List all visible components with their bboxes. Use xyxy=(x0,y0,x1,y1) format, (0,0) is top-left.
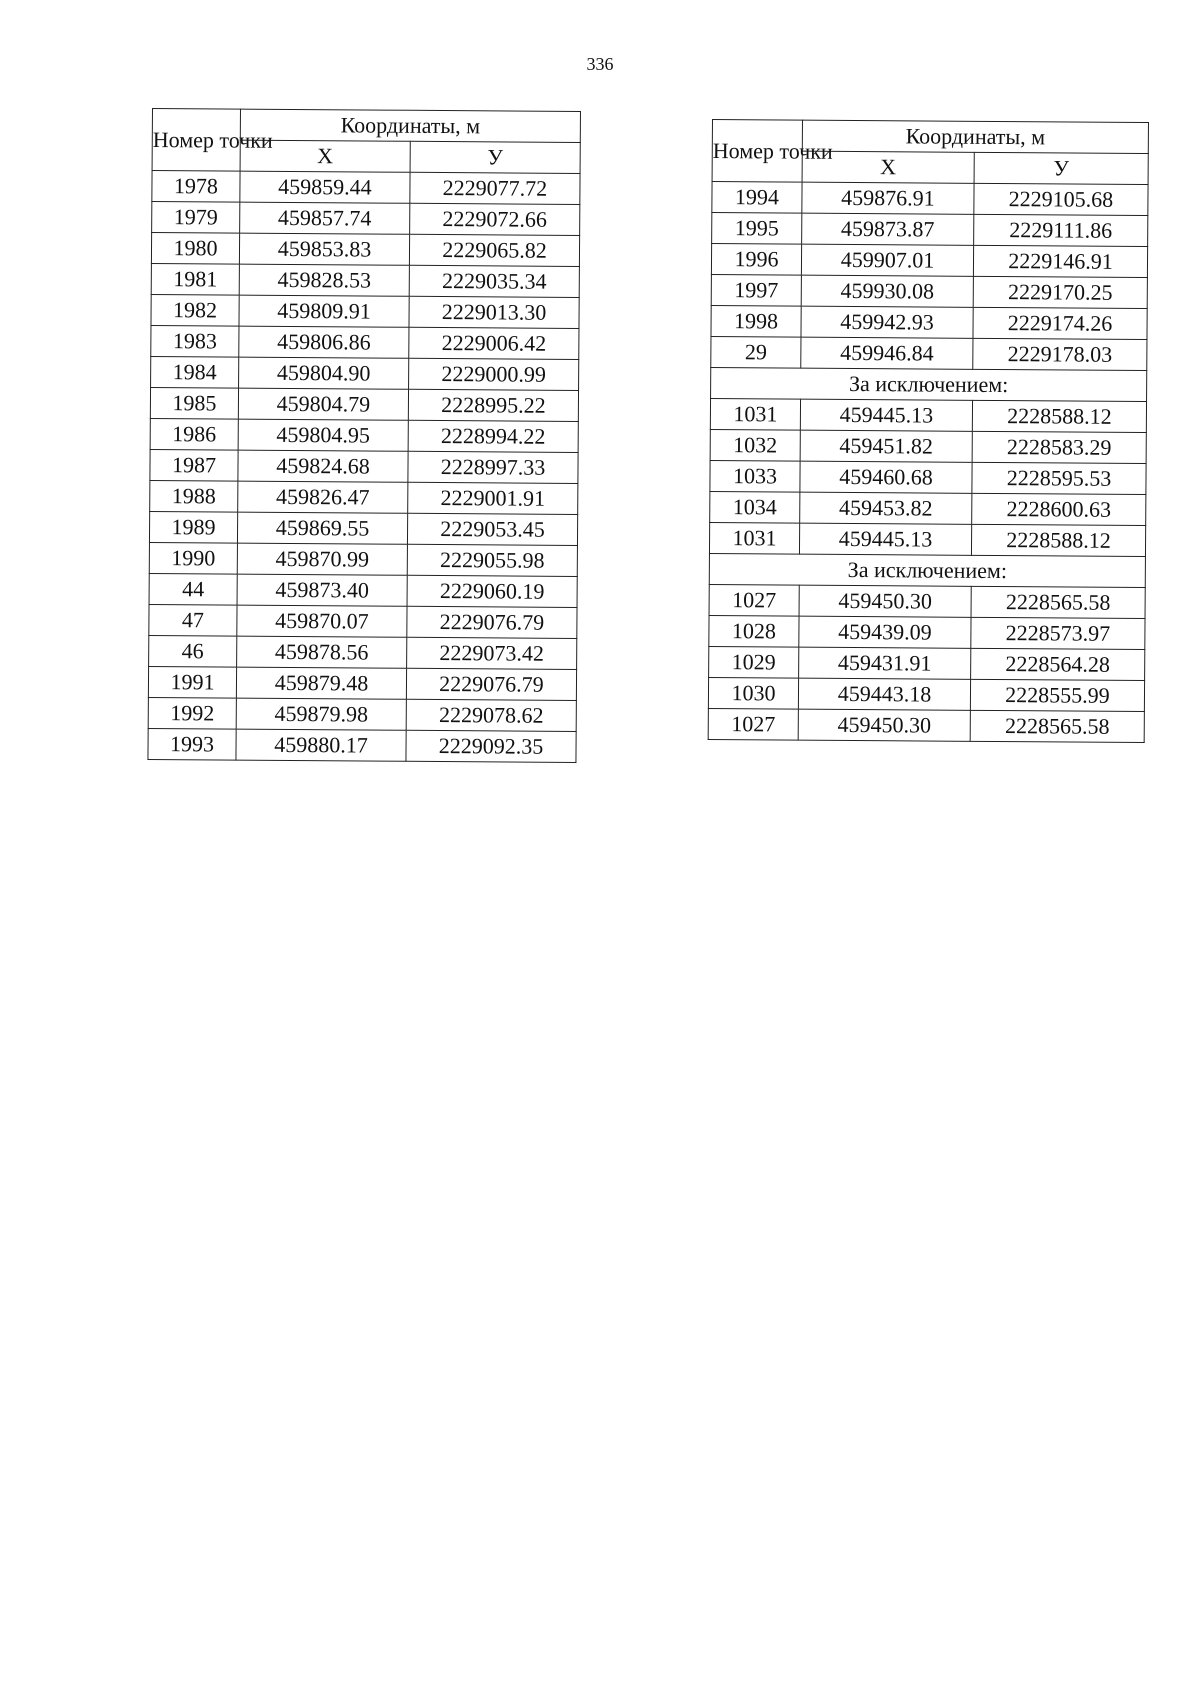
x-coordinate-cell: 459930.08 xyxy=(801,275,973,307)
x-coordinate-cell: 459946.84 xyxy=(801,337,973,369)
left-coordinates-table xyxy=(147,108,581,763)
table-row xyxy=(150,387,578,421)
x-coordinate-cell: 459824.68 xyxy=(238,450,408,482)
point-number-cell: 1983 xyxy=(151,325,239,357)
section-label: За исключением: xyxy=(711,367,1147,401)
y-coordinate-cell: 2229060.19 xyxy=(407,575,577,607)
x-coordinate-cell: 459443.18 xyxy=(798,678,970,710)
x-coordinate-cell: 459873.40 xyxy=(237,574,407,606)
y-coordinate-cell: 2228565.58 xyxy=(971,586,1145,618)
y-coordinate-cell: 2229000.99 xyxy=(409,358,579,390)
table-row xyxy=(711,336,1147,370)
y-coordinate-cell: 2229055.98 xyxy=(407,544,577,576)
point-number-cell: 1029 xyxy=(709,646,799,678)
y-coordinate-cell: 2229178.03 xyxy=(973,338,1147,370)
x-header: Х xyxy=(802,151,974,183)
table-row xyxy=(149,542,577,576)
right-coordinates-table xyxy=(708,119,1149,743)
y-coordinate-cell: 2229146.91 xyxy=(973,245,1147,277)
table-row xyxy=(149,635,577,669)
y-coordinate-cell: 2228565.58 xyxy=(970,710,1144,742)
x-coordinate-cell: 459445.13 xyxy=(800,399,972,431)
x-coordinate-cell: 459826.47 xyxy=(238,481,408,513)
point-number-cell: 1034 xyxy=(710,491,800,523)
table-row xyxy=(712,213,1148,247)
y-coordinate-cell: 2229078.62 xyxy=(406,699,576,731)
y-coordinate-cell: 2228588.12 xyxy=(972,400,1146,432)
x-coordinate-cell: 459853.83 xyxy=(239,233,409,265)
x-coordinate-cell: 459431.91 xyxy=(799,647,971,679)
y-coordinate-cell: 2228994.22 xyxy=(408,420,578,452)
x-coordinate-cell: 459450.30 xyxy=(798,709,970,741)
y-coordinate-cell: 2228573.97 xyxy=(971,617,1145,649)
y-coordinate-cell: 2229035.34 xyxy=(409,265,579,297)
point-number-cell: 1031 xyxy=(710,398,800,430)
x-coordinate-cell: 459806.86 xyxy=(239,326,409,358)
point-number-cell: 1989 xyxy=(149,511,237,543)
y-coordinate-cell: 2229077.72 xyxy=(410,172,580,204)
x-coordinate-cell: 459879.98 xyxy=(236,698,406,730)
point-number-cell: 1997 xyxy=(711,274,801,306)
point-number-cell: 1978 xyxy=(152,171,240,203)
point-number-cell: 1984 xyxy=(151,356,239,388)
table-row xyxy=(151,356,579,390)
point-number-cell: 1986 xyxy=(150,418,238,450)
point-number-cell: 46 xyxy=(149,635,237,667)
y-coordinate-cell: 2228583.29 xyxy=(972,431,1146,463)
point-number-cell: 1996 xyxy=(711,244,801,276)
y-coordinate-cell: 2229092.35 xyxy=(406,730,576,762)
coordinates-header: Координаты, м xyxy=(240,109,580,142)
x-coordinate-cell: 459445.13 xyxy=(799,523,971,555)
x-coordinate-cell: 459450.30 xyxy=(799,585,971,617)
y-coordinate-cell: 2229076.79 xyxy=(406,668,576,700)
point-number-cell: 1991 xyxy=(148,666,236,698)
y-coordinate-cell: 2229001.91 xyxy=(408,482,578,514)
point-number-cell: 1994 xyxy=(712,182,802,214)
point-number-cell: 1031 xyxy=(709,522,799,554)
table-row xyxy=(710,460,1146,494)
point-number-header: Номер точки xyxy=(152,109,240,172)
table-row xyxy=(148,697,576,731)
y-coordinate-cell: 2229006.42 xyxy=(409,327,579,359)
y-coordinate-cell: 2229053.45 xyxy=(407,513,577,545)
y-coordinate-cell: 2229065.82 xyxy=(409,234,579,266)
table-row xyxy=(709,522,1145,556)
table-row xyxy=(149,573,577,607)
x-coordinate-cell: 459804.95 xyxy=(238,419,408,451)
point-number-cell: 1998 xyxy=(711,305,801,337)
point-number-cell: 1993 xyxy=(148,728,236,760)
table-row xyxy=(712,182,1148,216)
y-coordinate-cell: 2229073.42 xyxy=(407,637,577,669)
point-number-cell: 1985 xyxy=(150,387,238,419)
table-row xyxy=(710,429,1146,463)
table-row xyxy=(708,677,1144,711)
point-number-cell: 1979 xyxy=(152,202,240,234)
y-header: У xyxy=(974,152,1148,184)
page-number: 336 xyxy=(586,54,614,74)
x-coordinate-cell: 459828.53 xyxy=(239,264,409,296)
point-number-cell: 1027 xyxy=(708,708,798,740)
x-coordinate-cell: 459460.68 xyxy=(800,461,972,493)
table-row xyxy=(711,305,1147,339)
table-row xyxy=(149,511,577,545)
x-coordinate-cell: 459878.56 xyxy=(237,636,407,668)
point-number-cell: 1990 xyxy=(149,542,237,574)
table-row xyxy=(151,325,579,359)
x-header: Х xyxy=(240,140,410,172)
y-coordinate-cell: 2229170.25 xyxy=(973,276,1147,308)
x-coordinate-cell: 459804.90 xyxy=(239,357,409,389)
table-row xyxy=(151,233,579,267)
y-coordinate-cell: 2229072.66 xyxy=(410,203,580,235)
point-number-cell: 1981 xyxy=(151,263,239,295)
x-coordinate-cell: 459907.01 xyxy=(801,244,973,276)
point-number-cell: 1982 xyxy=(151,294,239,326)
point-number-cell: 29 xyxy=(711,336,801,368)
x-coordinate-cell: 459857.74 xyxy=(240,202,410,234)
x-coordinate-cell: 459880.17 xyxy=(236,729,406,761)
table-row xyxy=(150,418,578,452)
point-number-cell: 1995 xyxy=(712,213,802,245)
table-row xyxy=(709,584,1145,618)
table-row xyxy=(152,202,580,236)
point-number-cell: 1027 xyxy=(709,584,799,616)
table-row xyxy=(151,294,579,328)
point-number-cell: 1030 xyxy=(708,677,798,709)
point-number-cell: 1033 xyxy=(710,460,800,492)
y-coordinate-cell: 2228995.22 xyxy=(408,389,578,421)
table-row xyxy=(151,263,579,297)
y-header: У xyxy=(410,141,580,173)
x-coordinate-cell: 459804.79 xyxy=(238,388,408,420)
y-coordinate-cell: 2229013.30 xyxy=(409,296,579,328)
table-row xyxy=(150,449,578,483)
y-coordinate-cell: 2228997.33 xyxy=(408,451,578,483)
y-coordinate-cell: 2229105.68 xyxy=(974,183,1148,215)
y-coordinate-cell: 2228564.28 xyxy=(971,648,1145,680)
table-row xyxy=(708,708,1144,742)
x-coordinate-cell: 459451.82 xyxy=(800,430,972,462)
x-coordinate-cell: 459439.09 xyxy=(799,616,971,648)
coordinates-header: Координаты, м xyxy=(802,120,1148,153)
x-coordinate-cell: 459859.44 xyxy=(240,171,410,203)
x-coordinate-cell: 459870.07 xyxy=(237,605,407,637)
y-coordinate-cell: 2228600.63 xyxy=(972,493,1146,525)
point-number-cell: 1032 xyxy=(710,429,800,461)
x-coordinate-cell: 459869.55 xyxy=(237,512,407,544)
table-row xyxy=(709,646,1145,680)
point-number-cell: 1987 xyxy=(150,449,238,481)
left-table-body xyxy=(148,171,580,763)
x-coordinate-cell: 459453.82 xyxy=(800,492,972,524)
x-coordinate-cell: 459942.93 xyxy=(801,306,973,338)
x-coordinate-cell: 459876.91 xyxy=(802,182,974,214)
point-number-cell: 1028 xyxy=(709,615,799,647)
table-row xyxy=(148,728,576,762)
x-coordinate-cell: 459809.91 xyxy=(239,295,409,327)
section-row xyxy=(711,367,1147,401)
table-row xyxy=(149,604,577,638)
table-row xyxy=(710,491,1146,525)
x-coordinate-cell: 459870.99 xyxy=(237,543,407,575)
section-row xyxy=(709,553,1145,587)
section-label: За исключением: xyxy=(709,553,1145,587)
y-coordinate-cell: 2228595.53 xyxy=(972,462,1146,494)
table-row xyxy=(711,244,1147,278)
point-number-cell: 44 xyxy=(149,573,237,605)
point-number-cell: 1992 xyxy=(148,697,236,729)
point-number-cell: 47 xyxy=(149,604,237,636)
y-coordinate-cell: 2229076.79 xyxy=(407,606,577,638)
table-row xyxy=(710,398,1146,432)
point-number-header: Номер точки xyxy=(712,120,802,183)
point-number-cell: 1988 xyxy=(150,480,238,512)
y-coordinate-cell: 2229174.26 xyxy=(973,307,1147,339)
table-row xyxy=(711,274,1147,308)
y-coordinate-cell: 2228555.99 xyxy=(970,679,1144,711)
right-table-body xyxy=(708,182,1148,743)
point-number-cell: 1980 xyxy=(151,233,239,265)
table-row xyxy=(150,480,578,514)
table-row xyxy=(148,666,576,700)
y-coordinate-cell: 2228588.12 xyxy=(971,524,1145,556)
table-row xyxy=(152,171,580,205)
x-coordinate-cell: 459879.48 xyxy=(236,667,406,699)
y-coordinate-cell: 2229111.86 xyxy=(974,214,1148,246)
table-row xyxy=(709,615,1145,649)
x-coordinate-cell: 459873.87 xyxy=(802,213,974,245)
